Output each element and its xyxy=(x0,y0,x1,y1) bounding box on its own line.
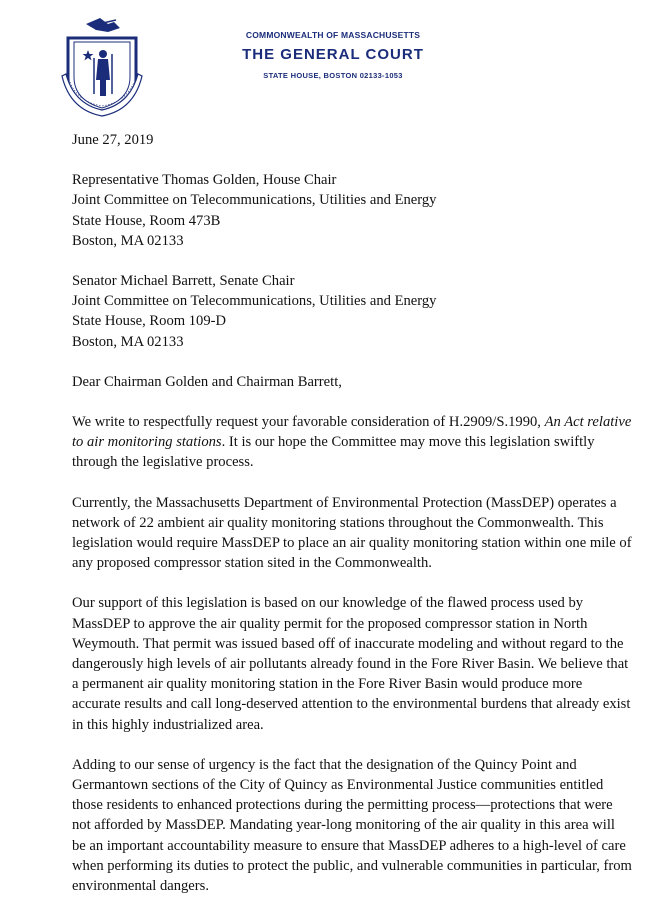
massachusetts-seal-icon xyxy=(56,14,148,118)
letter-body xyxy=(72,130,632,916)
paragraph-request xyxy=(72,412,632,473)
recipient-senate-chair xyxy=(72,271,632,352)
paragraph-support: Our support of this legislation is based on our knowledge of the flawed process used by MassDEP to approve the air quality permit for the proposed compressor station in North Weymouth. That permit was issued based off of inaccurate modeling and without regard to the dangerously high levels of air pollutants already found in the Fore River Basin. We believe that a permanent air quality monitoring station in the Fore River Basin would produce more accurate results and call long-deserved attention to the environmental burdens that already exist in this highly industrialized area. xyxy=(72,595,631,733)
address-line: Representative Thomas Golden, House Chair xyxy=(72,172,337,189)
address-line: Boston, MA 02133 xyxy=(72,333,184,350)
recipient-house-chair xyxy=(72,170,632,251)
address-line: Joint Committee on Telecommunications, Utilities and Energy xyxy=(72,293,437,310)
bill-title: An Act relative to air monitoring stations xyxy=(72,414,632,451)
salutation: Dear Chairman Golden and Chairman Barrett, xyxy=(72,373,342,390)
paragraph-background: Currently, the Massachusetts Department of Environmental Protection (MassDEP) operates a network of 22 ambient air quality monitoring stations throughout the Commonwealth. This legislation would require MassDEP to place an air quality monitoring station within one mile of any proposed compressor station sited in the Commonwealth. xyxy=(72,494,632,572)
address-line: State House, Room 473B xyxy=(72,212,221,229)
letterhead-address: STATE HOUSE, BOSTON 02133-1053 xyxy=(263,71,403,80)
address-line: Boston, MA 02133 xyxy=(72,232,184,249)
paragraph-text: We write to respectfully request your favorable consideration of H.2909/S.1990, xyxy=(72,414,545,431)
paragraph-text: . It is our hope the Committee may move this legislation swiftly through the legislative process. xyxy=(72,434,595,471)
paragraph-urgency: Adding to our sense of urgency is the fact that the designation of the Quincy Point and Germantown sections of the City of Quincy as Environmental Justice communities entitled those residents to enhanced protections during the permitting process—protections that were not afforded by MassDEP. Mandating year-long monitoring of the air quality in this area will be an important accountability measure to ensure that MassDEP adheres to a high-level of care when performing its duties to protect the public, and vulnerable communities in particular, from environmental dangers. xyxy=(72,756,632,895)
address-line: Joint Committee on Telecommunications, Utilities and Energy xyxy=(72,192,437,209)
letterhead-title: THE GENERAL COURT xyxy=(242,46,424,63)
address-line: State House, Room 109-D xyxy=(72,313,227,330)
letterhead xyxy=(228,30,438,80)
letter-date: June 27, 2019 xyxy=(72,132,154,148)
letterhead-commonwealth: COMMONWEALTH OF MASSACHUSETTS xyxy=(245,30,421,40)
address-line: Senator Michael Barrett, Senate Chair xyxy=(72,273,295,290)
